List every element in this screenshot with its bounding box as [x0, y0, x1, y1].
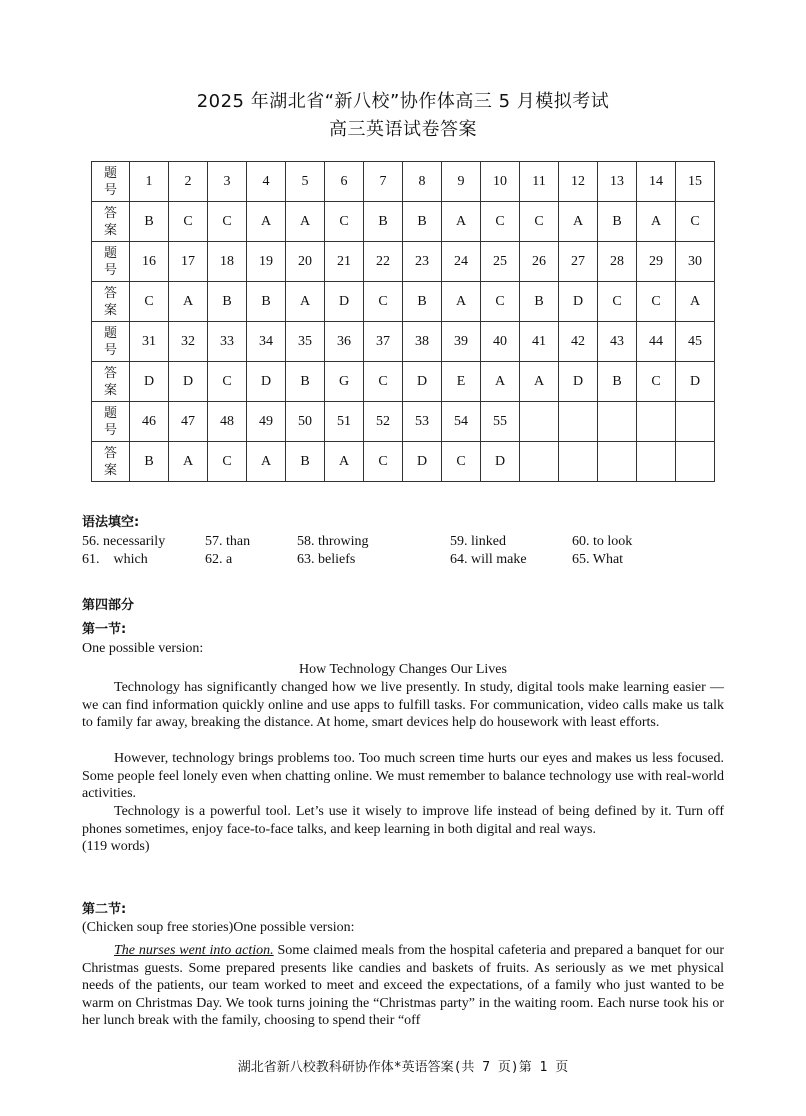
part4-heading: 第四部分	[82, 598, 135, 613]
answer-letter: B	[286, 442, 325, 482]
answer-letter: C	[637, 282, 676, 322]
question-number: 48	[208, 402, 247, 442]
question-number: 54	[442, 402, 481, 442]
answer-letter: C	[481, 282, 520, 322]
essay-paragraph: Technology is a powerful tool. Let’s use it wisely to improve life instead of being defined by it. Turn off phones sometimes, enjoy face-to-face talks, and keep learning in both digital and real ways.	[82, 804, 724, 837]
question-number: 37	[364, 322, 403, 362]
answer-letter: B	[403, 282, 442, 322]
question-number: 27	[559, 242, 598, 282]
question-number: 35	[286, 322, 325, 362]
question-number	[559, 402, 598, 442]
page-title: 2025 年湖北省“新八校”协作体高三 5 月模拟考试	[196, 91, 610, 112]
answer-letter: A	[169, 442, 208, 482]
answer-letter: A	[676, 282, 715, 322]
answer-letter: D	[559, 362, 598, 402]
answer-letter: A	[325, 442, 364, 482]
answer-letter: D	[481, 442, 520, 482]
question-number	[637, 402, 676, 442]
answer-letter: C	[520, 202, 559, 242]
question-number: 43	[598, 322, 637, 362]
answer-letter: C	[364, 442, 403, 482]
answer-letter	[559, 442, 598, 482]
question-number: 17	[169, 242, 208, 282]
label-char: 答	[103, 445, 117, 461]
answer-letter: A	[520, 362, 559, 402]
question-number: 1	[130, 162, 169, 202]
question-number: 29	[637, 242, 676, 282]
label-char: 案	[103, 382, 117, 398]
answer-letter: A	[442, 202, 481, 242]
answer-letter: B	[208, 282, 247, 322]
answer-letter: C	[481, 202, 520, 242]
section1-heading: 第一节:	[82, 622, 127, 637]
story-paragraph	[82, 942, 724, 1030]
grammar-item: 57. than	[205, 534, 251, 549]
question-number: 23	[403, 242, 442, 282]
answer-letter: D	[247, 362, 286, 402]
label-char: 案	[103, 302, 117, 318]
answer-label	[92, 362, 130, 402]
answer-letter: A	[247, 202, 286, 242]
answer-letter: A	[286, 282, 325, 322]
label-char: 答	[103, 365, 117, 381]
answer-letter: C	[442, 442, 481, 482]
story-lead-sentence: The nurses went into action.	[114, 943, 274, 958]
answer-letter: D	[559, 282, 598, 322]
answer-letter: A	[247, 442, 286, 482]
question-number: 31	[130, 322, 169, 362]
answer-letter: A	[286, 202, 325, 242]
answer-letter: C	[325, 202, 364, 242]
story-text: Some claimed meals from the hospital cafeteria and prepared a banquet for our Christmas guests. Some prepared presents like candies and baskets of fruits. As seriously as we met physical needs of the patients, our team worked to meet and exceed the expectations, of a family who just wanted to be warm on Christmas Day. We took turns joining the “Christmas party” in the waiting room. Each nurse took his or her lunch break with the family, choosing to spend their “off	[82, 943, 724, 1029]
question-label	[92, 162, 130, 202]
answer-letter: C	[208, 362, 247, 402]
grammar-item: 62. a	[205, 552, 233, 567]
label-char: 题	[103, 245, 117, 261]
answer-letter: C	[208, 442, 247, 482]
answer-letter: B	[364, 202, 403, 242]
answer-letter: E	[442, 362, 481, 402]
question-number: 2	[169, 162, 208, 202]
answer-label	[92, 282, 130, 322]
answer-letter: C	[676, 202, 715, 242]
label-char: 号	[103, 182, 117, 198]
answer-letter: C	[637, 362, 676, 402]
question-number: 13	[598, 162, 637, 202]
answer-table	[91, 161, 715, 482]
question-label	[92, 322, 130, 362]
answer-letter: B	[598, 202, 637, 242]
answer-letter	[598, 442, 637, 482]
label-char: 案	[103, 462, 117, 478]
question-number: 39	[442, 322, 481, 362]
question-number	[676, 402, 715, 442]
question-number: 3	[208, 162, 247, 202]
label-char: 题	[103, 165, 117, 181]
question-number: 11	[520, 162, 559, 202]
question-label	[92, 402, 130, 442]
question-number: 10	[481, 162, 520, 202]
section1-intro: One possible version:	[82, 641, 204, 656]
question-number: 36	[325, 322, 364, 362]
question-number	[598, 402, 637, 442]
answer-row	[92, 362, 715, 402]
answer-letter: C	[364, 282, 403, 322]
question-number: 42	[559, 322, 598, 362]
label-char: 答	[103, 285, 117, 301]
question-number: 15	[676, 162, 715, 202]
question-number: 14	[637, 162, 676, 202]
question-number: 32	[169, 322, 208, 362]
question-row	[92, 402, 715, 442]
answer-letter	[676, 442, 715, 482]
question-label	[92, 242, 130, 282]
answer-row	[92, 202, 715, 242]
answer-letter: A	[481, 362, 520, 402]
answer-letter: B	[130, 202, 169, 242]
answer-letter: B	[403, 202, 442, 242]
section2-heading: 第二节:	[82, 902, 127, 917]
page-footer: 湖北省新八校教科研协作体*英语答案(共 7 页)第 1 页	[237, 1060, 569, 1075]
question-number: 28	[598, 242, 637, 282]
grammar-item: 60. to look	[572, 534, 633, 549]
question-number: 24	[442, 242, 481, 282]
label-char: 题	[103, 405, 117, 421]
essay-paragraph: Technology has significantly changed how we live presently. In study, digital tools make learning easier — we can find information quickly online and use apps to fulfill tasks. For communication, video calls make us talk to family far away, breaking the distance. At home, smart devices help do housework with least efforts.	[82, 680, 724, 731]
grammar-item: 63. beliefs	[297, 552, 356, 567]
answer-letter: D	[325, 282, 364, 322]
answer-letter: A	[169, 282, 208, 322]
answer-letter: A	[637, 202, 676, 242]
answer-letter: C	[169, 202, 208, 242]
question-number: 25	[481, 242, 520, 282]
question-number: 5	[286, 162, 325, 202]
page-subtitle: 高三英语试卷答案	[329, 119, 477, 140]
label-char: 案	[103, 222, 117, 238]
question-number: 53	[403, 402, 442, 442]
grammar-item: 56. necessarily	[82, 534, 166, 549]
question-number: 51	[325, 402, 364, 442]
answer-letter: A	[559, 202, 598, 242]
answer-letter	[637, 442, 676, 482]
question-number: 6	[325, 162, 364, 202]
answer-letter: D	[676, 362, 715, 402]
question-number: 33	[208, 322, 247, 362]
answer-label	[92, 442, 130, 482]
question-number: 44	[637, 322, 676, 362]
question-number: 38	[403, 322, 442, 362]
answer-letter: B	[520, 282, 559, 322]
question-row	[92, 162, 715, 202]
question-number: 4	[247, 162, 286, 202]
grammar-heading: 语法填空:	[82, 515, 140, 530]
question-number	[520, 402, 559, 442]
answer-letter: C	[598, 282, 637, 322]
answer-letter: C	[364, 362, 403, 402]
label-char: 答	[103, 205, 117, 221]
answer-letter: B	[286, 362, 325, 402]
question-row	[92, 242, 715, 282]
grammar-item: 61. which	[82, 552, 148, 567]
question-number: 40	[481, 322, 520, 362]
answer-letter: D	[403, 362, 442, 402]
question-number: 49	[247, 402, 286, 442]
question-number: 26	[520, 242, 559, 282]
question-number: 30	[676, 242, 715, 282]
question-number: 18	[208, 242, 247, 282]
answer-letter: C	[130, 282, 169, 322]
question-number: 55	[481, 402, 520, 442]
grammar-item: 58. throwing	[297, 534, 369, 549]
question-number: 20	[286, 242, 325, 282]
answer-letter: B	[598, 362, 637, 402]
grammar-item: 65. What	[572, 552, 624, 567]
answer-row	[92, 442, 715, 482]
question-number: 7	[364, 162, 403, 202]
word-count: (119 words)	[82, 839, 150, 854]
essay-title: How Technology Changes Our Lives	[299, 662, 507, 677]
question-number: 34	[247, 322, 286, 362]
answer-letter: C	[208, 202, 247, 242]
answer-row	[92, 282, 715, 322]
question-number: 50	[286, 402, 325, 442]
question-number: 16	[130, 242, 169, 282]
answer-letter: G	[325, 362, 364, 402]
question-number: 8	[403, 162, 442, 202]
grammar-item: 59. linked	[450, 534, 506, 549]
question-number: 9	[442, 162, 481, 202]
question-number: 52	[364, 402, 403, 442]
section2-intro: (Chicken soup free stories)One possible version:	[82, 920, 355, 935]
answer-letter: A	[442, 282, 481, 322]
answer-letter: B	[247, 282, 286, 322]
answer-letter: D	[130, 362, 169, 402]
label-char: 号	[103, 422, 117, 438]
question-number: 47	[169, 402, 208, 442]
question-number: 45	[676, 322, 715, 362]
question-number: 41	[520, 322, 559, 362]
question-number: 46	[130, 402, 169, 442]
answer-letter: D	[403, 442, 442, 482]
label-char: 号	[103, 262, 117, 278]
question-row	[92, 322, 715, 362]
grammar-item: 64. will make	[450, 552, 527, 567]
answer-letter: D	[169, 362, 208, 402]
question-number: 21	[325, 242, 364, 282]
question-number: 12	[559, 162, 598, 202]
label-char: 号	[103, 342, 117, 358]
answer-letter	[520, 442, 559, 482]
answer-label	[92, 202, 130, 242]
question-number: 19	[247, 242, 286, 282]
label-char: 题	[103, 325, 117, 341]
essay-paragraph: However, technology brings problems too. Too much screen time hurts our eyes and makes us less focused. Some people feel lonely even when chatting online. We must remember to balance technology use with real-world activities.	[82, 751, 724, 802]
answer-letter: B	[130, 442, 169, 482]
question-number: 22	[364, 242, 403, 282]
